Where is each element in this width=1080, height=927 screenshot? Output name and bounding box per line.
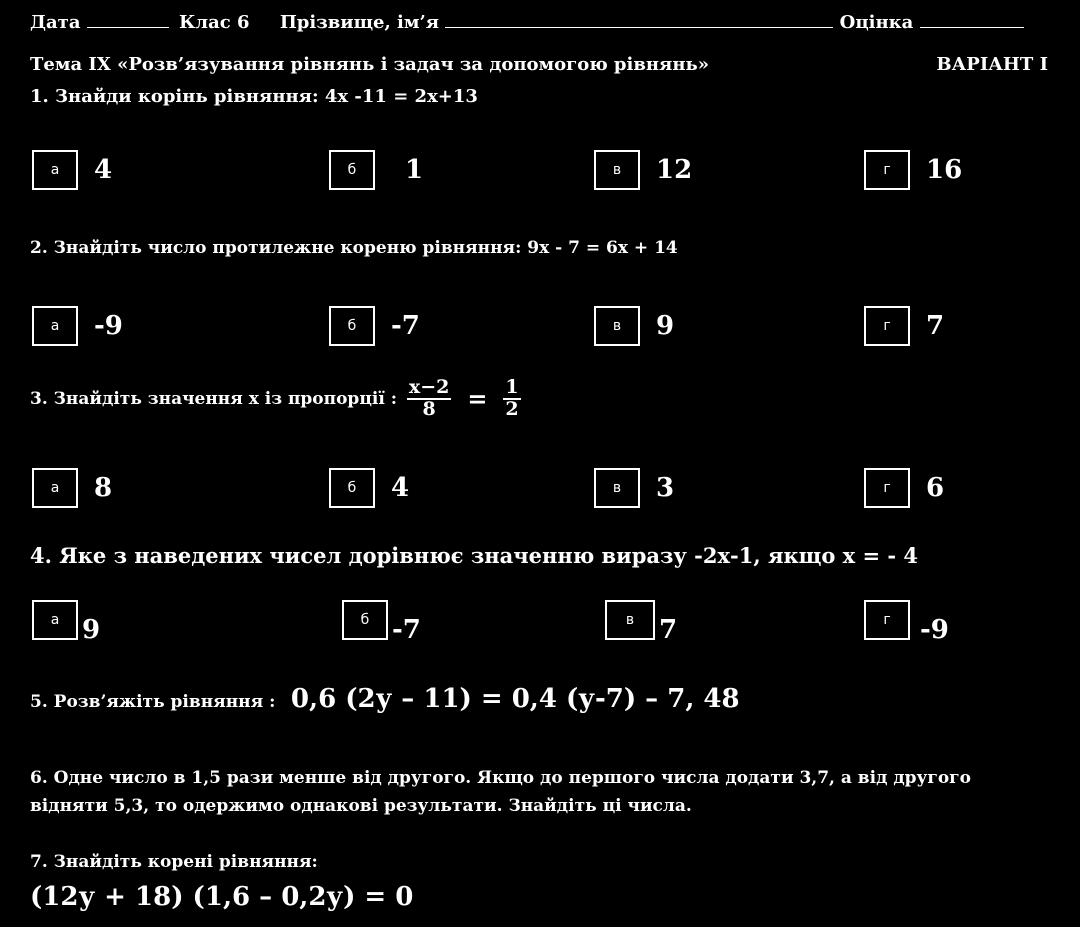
topic-title: Тема ІХ «Розв’язування рівнянь і задач за допомогою рівнянь» [30, 54, 709, 75]
answer-box[interactable]: в [605, 600, 655, 640]
question-3 [30, 378, 525, 420]
answer-box[interactable]: г [864, 468, 910, 508]
option-value: 1 [405, 155, 424, 185]
fraction-left-denominator: 8 [422, 397, 436, 420]
q4-option-a[interactable] [32, 600, 101, 645]
q4-option-d[interactable] [864, 600, 949, 645]
answer-box[interactable]: в [594, 150, 640, 190]
question-2: 2. Знайдіть число протилежне кореню рівняння: 9х - 7 = 6х + 14 [30, 238, 678, 258]
fraction-left-numerator: х−2 [408, 376, 450, 398]
q4-option-c[interactable] [605, 600, 678, 645]
q1-option-a[interactable] [32, 150, 112, 190]
date-field[interactable] [87, 27, 169, 28]
fraction-left [407, 378, 451, 420]
q3-option-b[interactable] [329, 468, 409, 508]
q2-option-d[interactable] [864, 306, 944, 346]
question-7-equation: (12у + 18) (1,6 – 0,2у) = 0 [30, 882, 414, 912]
answer-box[interactable]: г [864, 306, 910, 346]
q3-option-a[interactable] [32, 468, 112, 508]
equals-sign: = [467, 384, 488, 414]
question-5-equation: 0,6 (2у – 11) = 0,4 (у-7) – 7, 48 [290, 684, 740, 714]
question-3-text: 3. Знайдіть значення х із пропорції : [30, 388, 397, 409]
q2-option-b[interactable] [329, 306, 420, 346]
answer-box[interactable]: в [594, 468, 640, 508]
q3-option-c[interactable] [594, 468, 674, 508]
option-value: 7 [659, 615, 678, 645]
fraction-right-numerator: 1 [505, 376, 519, 398]
answer-box[interactable]: а [32, 468, 78, 508]
fraction-right-denominator: 2 [505, 397, 519, 420]
option-value: -9 [94, 311, 123, 341]
q1-option-d[interactable] [864, 150, 962, 190]
fraction-right [503, 378, 520, 420]
question-7: 7. Знайдіть корені рівняння: [30, 852, 318, 872]
question-6-line-2: відняти 5,3, то одержимо однакові результати. Знайдіть ці числа. [30, 796, 692, 816]
option-value: 4 [391, 473, 410, 503]
option-value: -7 [391, 311, 420, 341]
option-value: 4 [94, 155, 113, 185]
answer-box[interactable]: б [342, 600, 388, 640]
q2-option-a[interactable] [32, 306, 123, 346]
option-value: 6 [926, 473, 945, 503]
question-6-line-1: 6. Одне число в 1,5 рази менше від другого. Якщо до першого числа додати 3,7, а від другого [30, 768, 971, 788]
grade-label: Оцінка [839, 12, 914, 33]
answer-box[interactable]: а [32, 150, 78, 190]
class-label: Клас 6 [179, 12, 250, 33]
q1-option-c[interactable] [594, 150, 692, 190]
option-value: 9 [82, 615, 101, 645]
option-value: -7 [392, 615, 421, 645]
answer-box[interactable]: в [594, 306, 640, 346]
name-label: Прізвище, ім’я [279, 12, 440, 33]
answer-box[interactable]: б [329, 150, 375, 190]
option-value: 12 [656, 155, 693, 185]
option-value: 7 [926, 311, 945, 341]
option-value: 8 [94, 473, 113, 503]
question-4: 4. Яке з наведених чисел дорівнює значенню виразу -2х-1, якщо х = - 4 [30, 543, 919, 568]
option-value: 9 [656, 311, 675, 341]
answer-box[interactable]: б [329, 306, 375, 346]
variant-label: ВАРІАНТ І [936, 54, 1048, 75]
question-5-text: 5. Розв’яжіть рівняння : [30, 692, 276, 712]
name-field[interactable] [445, 27, 833, 28]
q3-option-d[interactable] [864, 468, 944, 508]
date-label: Дата [30, 12, 81, 33]
option-value: -9 [920, 615, 949, 645]
option-value: 3 [656, 473, 675, 503]
answer-box[interactable]: а [32, 600, 78, 640]
q2-option-c[interactable] [594, 306, 674, 346]
option-value: 16 [926, 155, 963, 185]
grade-field[interactable] [920, 27, 1024, 28]
answer-box[interactable]: г [864, 150, 910, 190]
answer-box[interactable]: г [864, 600, 910, 640]
q4-option-b[interactable] [342, 600, 421, 645]
question-1: 1. Знайди корінь рівняння: 4х -11 = 2х+13 [30, 86, 478, 107]
answer-box[interactable]: б [329, 468, 375, 508]
answer-box[interactable]: а [32, 306, 78, 346]
question-5 [30, 684, 740, 714]
header-row [30, 12, 1024, 33]
q1-option-b[interactable] [329, 150, 423, 190]
